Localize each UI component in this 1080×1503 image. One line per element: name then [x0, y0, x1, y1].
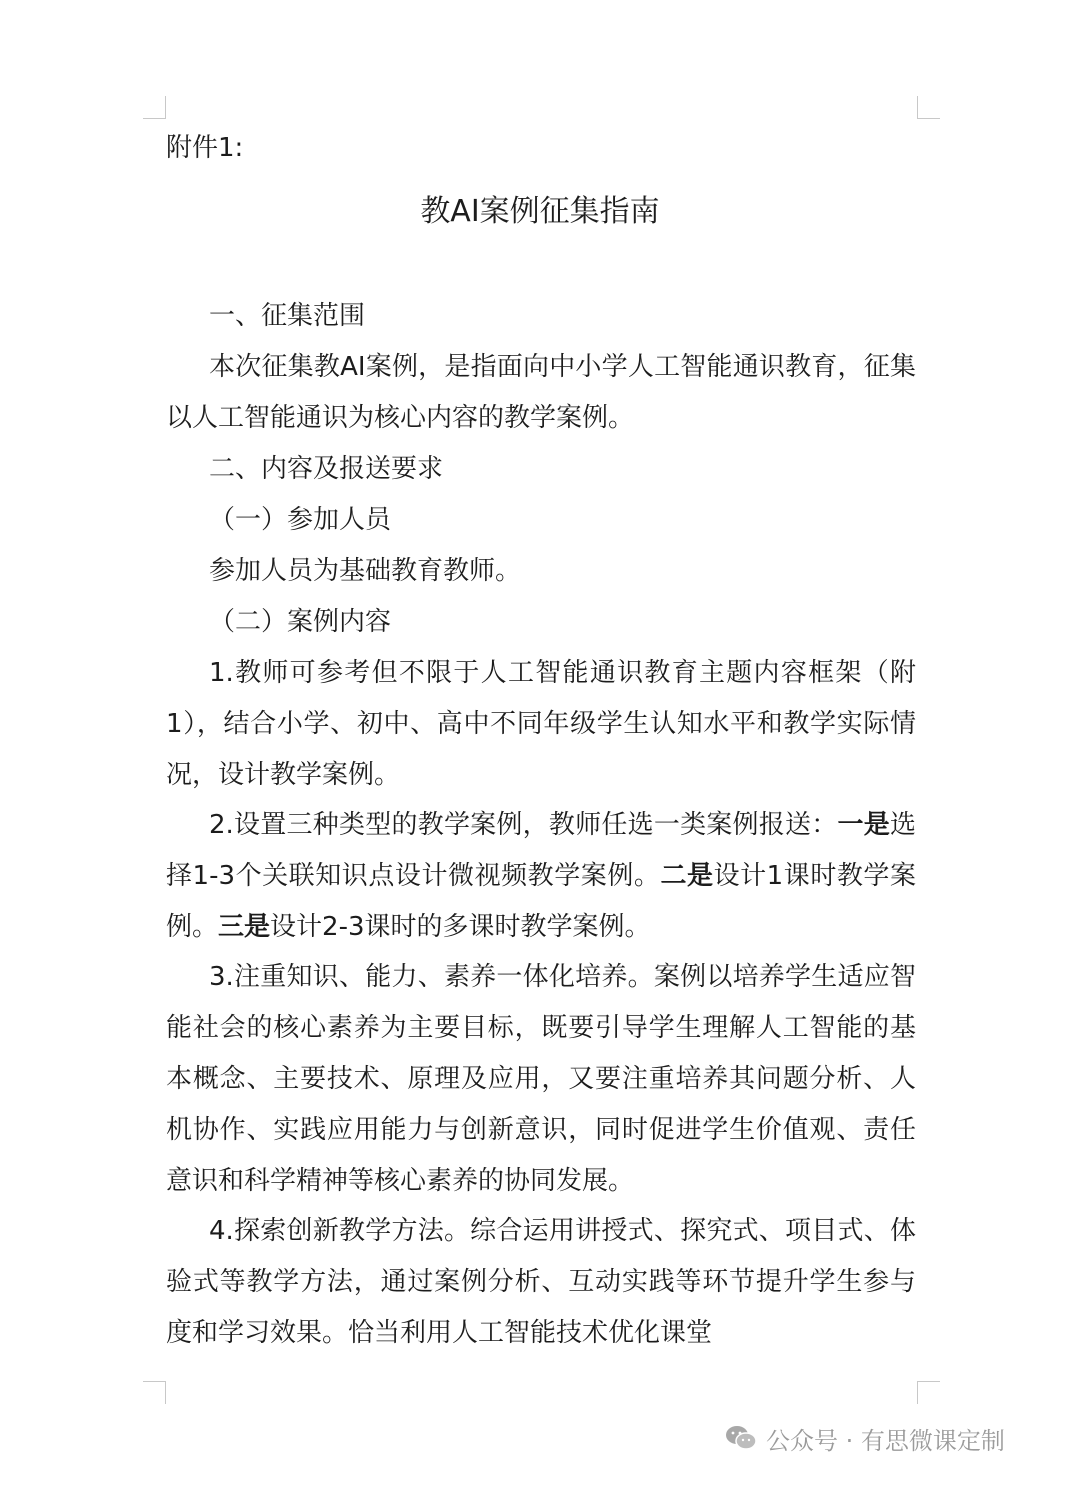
item-2-type-one: 选择1-3个关联知识点设计微视频教学案例。 [166, 810, 916, 891]
paragraph-item-1: 1.教师可参考但不限于人工智能通识教育主题内容框架（附1），结合小学、初中、高中不同年级学生认知水平和教学实际情况，设计教学案例。 [166, 658, 916, 790]
paragraph-item-4: 4.探索创新教学方法。综合运用讲授式、探究式、项目式、体验式等教学方法，通过案例分析、互动实践等环节提升学生参与度和学习效果。恰当利用人工智能技术优化课堂 [166, 1216, 916, 1348]
item-2-bold-second: 二是 [660, 861, 714, 891]
document-title: 教AI案例征集指南 [420, 194, 660, 229]
margin-corner-bottom-left [143, 1381, 166, 1404]
section-heading-scope: 一、征集范围 [209, 301, 366, 331]
subsection-heading-content: （二）案例内容 [209, 607, 392, 637]
margin-corner-top-right [917, 96, 940, 119]
wechat-icon [724, 1424, 758, 1452]
attachment-label: 附件1: [166, 133, 244, 163]
paragraph-scope: 本次征集教AI案例，是指面向中小学人工智能通识教育，征集以人工智能通识为核心内容的教学案例。 [166, 352, 916, 433]
subsection-heading-participants: （一）参加人员 [209, 505, 392, 535]
paragraph-item-3: 3.注重知识、能力、素养一体化培养。案例以培养学生适应智能社会的核心素养为主要目标，既要引导学生理解人工智能的基本概念、主要技术、原理及应用，又要注重培养其问题分析、人机协作、实践应用能力与创新意识，同时促进学生价值观、责任意识和科学精神等核心素养的协同发展。 [166, 962, 916, 1196]
item-2-intro: 2.设置三种类型的教学案例，教师任选一类案例报送： [209, 810, 838, 840]
item-2-type-two: 设计1课时教学案例。 [166, 861, 916, 942]
item-2-type-three: 设计2-3课时的多课时教学案例。 [270, 912, 651, 942]
watermark [724, 1420, 1005, 1456]
paragraph-participants: 参加人员为基础教育教师。 [209, 556, 522, 586]
paragraph-item-2 [166, 800, 916, 953]
margin-corner-top-left [143, 96, 166, 119]
item-2-bold-third: 三是 [218, 912, 271, 942]
section-heading-requirements: 二、内容及报送要求 [209, 454, 444, 484]
margin-corner-bottom-right [917, 1381, 940, 1404]
watermark-text: 公众号 · 有思微课定制 [766, 1426, 1005, 1455]
item-2-bold-first: 一是 [837, 810, 890, 840]
